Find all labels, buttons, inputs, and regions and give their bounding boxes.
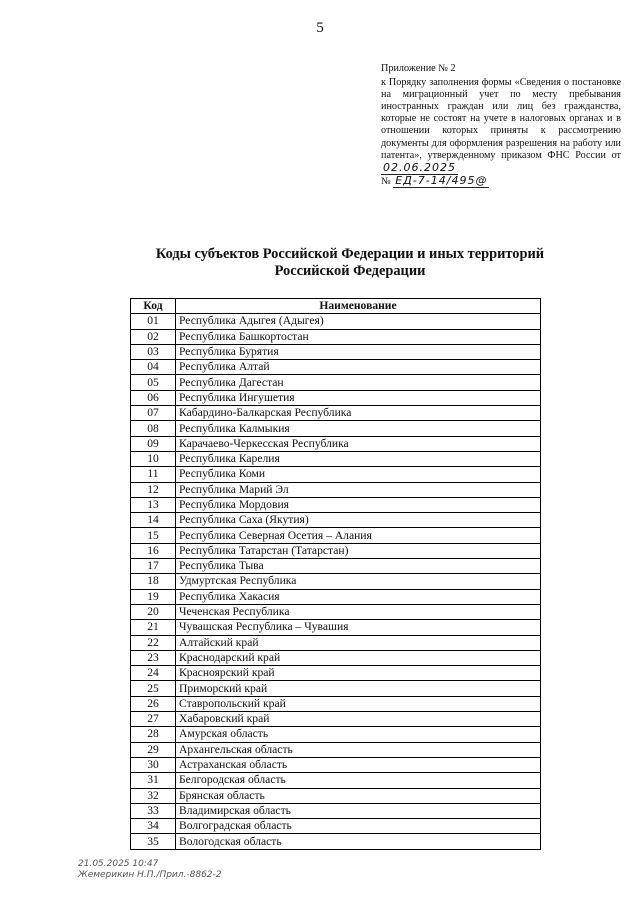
row-code: 35 (131, 834, 176, 849)
table-row (131, 757, 541, 772)
row-name: Республика Адыгея (Адыгея) (176, 314, 541, 329)
region-codes-table (130, 298, 541, 850)
row-name: Республика Карелия (176, 451, 541, 466)
row-name: Белгородская область (176, 773, 541, 788)
table-header-row (131, 299, 541, 314)
table-row (131, 344, 541, 359)
table-row (131, 635, 541, 650)
appendix-text (381, 77, 621, 188)
order-number: ЕД-7-14/495@ (395, 173, 488, 187)
table-row (131, 314, 541, 329)
footer-line-1: 21.05.2025 10:47 (78, 859, 159, 869)
row-code: 31 (131, 773, 176, 788)
row-code: 11 (131, 467, 176, 482)
appendix-title: Приложение № 2 (381, 63, 456, 74)
row-code: 25 (131, 681, 176, 696)
table-row (131, 467, 541, 482)
document-title-line-1: Коды субъектов Российской Федерации и иных территорий (155, 246, 545, 262)
row-code: 28 (131, 727, 176, 742)
table-row (131, 788, 541, 803)
row-code: 09 (131, 436, 176, 451)
table-row (131, 773, 541, 788)
row-code: 17 (131, 559, 176, 574)
appendix-date: 02.06.2025 (383, 160, 456, 174)
row-name: Архангельская область (176, 742, 541, 757)
row-name: Республика Коми (176, 467, 541, 482)
row-code: 33 (131, 803, 176, 818)
row-name: Амурская область (176, 727, 541, 742)
row-name: Брянская область (176, 788, 541, 803)
row-name: Вологодская область (176, 834, 541, 849)
row-name: Республика Алтай (176, 360, 541, 375)
row-name: Республика Башкортостан (176, 329, 541, 344)
table-row (131, 497, 541, 512)
row-name: Республика Ингушетия (176, 390, 541, 405)
row-name: Приморский край (176, 681, 541, 696)
table-row (131, 574, 541, 589)
row-code: 07 (131, 406, 176, 421)
row-code: 26 (131, 696, 176, 711)
row-name: Республика Марий Эл (176, 482, 541, 497)
table-row (131, 589, 541, 604)
row-code: 02 (131, 329, 176, 344)
table-row (131, 650, 541, 665)
row-name: Республика Тыва (176, 559, 541, 574)
row-code: 15 (131, 528, 176, 543)
row-code: 20 (131, 604, 176, 619)
row-name: Хабаровский край (176, 712, 541, 727)
row-name: Удмуртская Республика (176, 574, 541, 589)
row-code: 32 (131, 788, 176, 803)
row-code: 14 (131, 513, 176, 528)
appendix-block (381, 63, 621, 188)
row-name: Карачаево-Черкесская Республика (176, 436, 541, 451)
row-code: 08 (131, 421, 176, 436)
table-row (131, 727, 541, 742)
table-row (131, 819, 541, 834)
table-row (131, 559, 541, 574)
document-title-line-2: Российской Федерации (274, 263, 426, 279)
table-row (131, 451, 541, 466)
table-row (131, 681, 541, 696)
row-name: Республика Дагестан (176, 375, 541, 390)
row-name: Владимирская область (176, 803, 541, 818)
table-row (131, 834, 541, 849)
table-row (131, 436, 541, 451)
page-number: 5 (316, 20, 324, 36)
row-name: Алтайский край (176, 635, 541, 650)
row-name: Республика Бурятия (176, 344, 541, 359)
header-name: Наименование (176, 299, 541, 314)
row-name: Республика Северная Осетия – Алания (176, 528, 541, 543)
row-code: 23 (131, 650, 176, 665)
row-name: Ставропольский край (176, 696, 541, 711)
table-row (131, 666, 541, 681)
row-name: Республика Мордовия (176, 497, 541, 512)
table-row (131, 375, 541, 390)
row-name: Астраханская область (176, 757, 541, 772)
row-name: Краснодарский край (176, 650, 541, 665)
table-row (131, 696, 541, 711)
row-code: 10 (131, 451, 176, 466)
row-code: 19 (131, 589, 176, 604)
table-row (131, 421, 541, 436)
row-code: 29 (131, 742, 176, 757)
document-title (100, 246, 600, 280)
row-name: Красноярский край (176, 666, 541, 681)
row-name: Чувашская Республика – Чувашия (176, 620, 541, 635)
table-row (131, 482, 541, 497)
row-code: 34 (131, 819, 176, 834)
header-code: Код (131, 299, 176, 314)
table-body (131, 314, 541, 849)
table-row (131, 803, 541, 818)
row-code: 27 (131, 712, 176, 727)
row-code: 12 (131, 482, 176, 497)
order-prefix: № (381, 175, 391, 187)
table-row (131, 360, 541, 375)
row-code: 21 (131, 620, 176, 635)
footer-line-2: Жемерикин Н.П./Прил.-8862-2 (78, 870, 222, 880)
table-row (131, 390, 541, 405)
row-code: 05 (131, 375, 176, 390)
table-row (131, 406, 541, 421)
table-row (131, 712, 541, 727)
row-code: 06 (131, 390, 176, 405)
row-code: 04 (131, 360, 176, 375)
row-name: Республика Татарстан (Татарстан) (176, 543, 541, 558)
codes-table-wrapper (130, 298, 541, 850)
row-name: Кабардино-Балкарская Республика (176, 406, 541, 421)
row-name: Чеченская Республика (176, 604, 541, 619)
table-row (131, 528, 541, 543)
table-row (131, 604, 541, 619)
row-code: 30 (131, 757, 176, 772)
table-row (131, 513, 541, 528)
footer-stamp (78, 859, 222, 881)
row-code: 18 (131, 574, 176, 589)
table-row (131, 742, 541, 757)
row-code: 16 (131, 543, 176, 558)
row-code: 01 (131, 314, 176, 329)
table-row (131, 620, 541, 635)
table-row (131, 329, 541, 344)
row-name: Республика Хакасия (176, 589, 541, 604)
row-name: Волгоградская область (176, 819, 541, 834)
row-name: Республика Саха (Якутия) (176, 513, 541, 528)
row-code: 22 (131, 635, 176, 650)
row-code: 03 (131, 344, 176, 359)
row-code: 24 (131, 666, 176, 681)
row-name: Республика Калмыкия (176, 421, 541, 436)
appendix-body: к Порядку заполнения формы «Сведения о постановке на миграционный учет по месту пребывания иностранных граждан или лиц без гражданства, которые не состоят на учете в налоговых органах и в отношении которых приняты к рассмотрению документы для оформления разрешения на работу или патента», утвержденному приказом ФНС России от (381, 77, 621, 161)
table-row (131, 543, 541, 558)
row-code: 13 (131, 497, 176, 512)
